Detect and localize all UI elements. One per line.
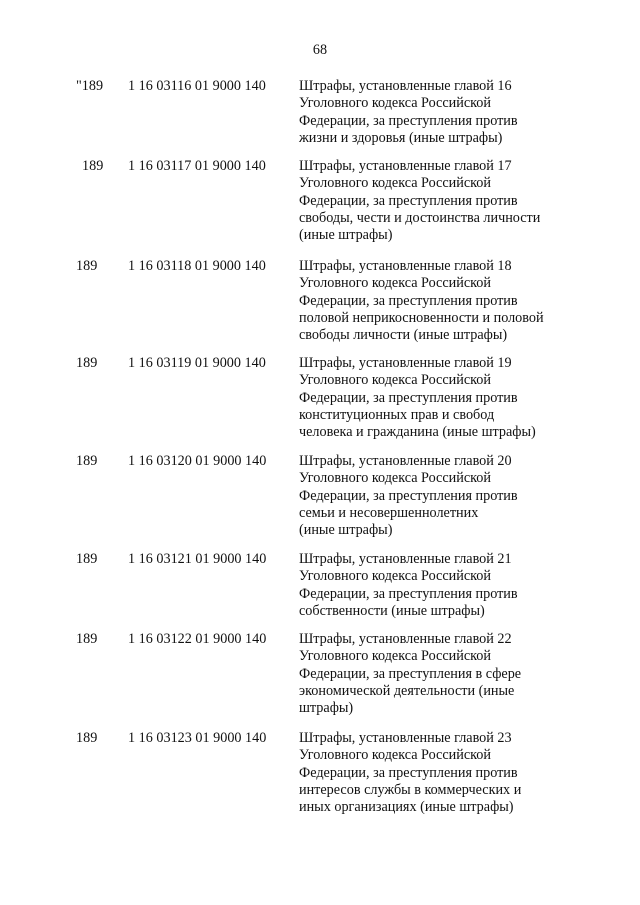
description-line: Федерации, за преступления против <box>299 764 518 781</box>
description-line: Уголовного кодекса Российской <box>299 648 491 665</box>
admin-code: 189 <box>76 453 98 469</box>
description-line: Уголовного кодекса Российской <box>299 95 491 112</box>
budget-code: 1 16 03117 01 9000 140 <box>128 158 266 174</box>
description-line: собственности (иные штрафы) <box>299 602 485 619</box>
description-line: штрафы) <box>299 700 354 717</box>
budget-code: 1 16 03123 01 9000 140 <box>128 730 267 746</box>
budget-code: 1 16 03116 01 9000 140 <box>128 78 266 94</box>
admin-code: 189 <box>76 631 98 647</box>
description-line: Федерации, за преступления в сфере <box>299 665 522 682</box>
budget-code: 1 16 03121 01 9000 140 <box>128 551 267 567</box>
description-line: Уголовного кодекса Российской <box>299 275 491 292</box>
description <box>299 78 579 147</box>
admin-code: 189 <box>76 258 98 274</box>
budget-code: 1 16 03119 01 9000 140 <box>128 355 266 371</box>
description-line: Уголовного кодекса Российской <box>299 470 491 487</box>
description-line: Уголовного кодекса Российской <box>299 568 491 585</box>
description-line: человека и гражданина (иные штрафы) <box>299 424 536 441</box>
description-line: иных организациях (иные штрафы) <box>299 799 514 816</box>
description-line: жизни и здоровья (иные штрафы) <box>299 129 503 146</box>
admin-code: 189 <box>76 730 98 746</box>
page-number: 68 <box>312 42 328 58</box>
description-line: Штрафы, установленные главой 20 <box>299 453 512 469</box>
description-line: свободы, чести и достоинства личности <box>299 209 541 226</box>
description-line: Штрафы, установленные главой 22 <box>299 631 512 647</box>
description <box>299 551 579 620</box>
description-line: Федерации, за преступления против <box>299 389 518 406</box>
budget-code: 1 16 03122 01 9000 140 <box>128 631 267 647</box>
description <box>299 730 579 816</box>
description-line: Штрафы, установленные главой 18 <box>299 258 512 274</box>
description-line: (иные штрафы) <box>299 522 393 539</box>
description-line: Уголовного кодекса Российской <box>299 372 491 389</box>
description-line: свободы личности (иные штрафы) <box>299 327 508 344</box>
description-line: экономической деятельности (иные <box>299 682 515 699</box>
description-line: Штрафы, установленные главой 23 <box>299 730 512 746</box>
description-line: половой неприкосновенности и половой <box>299 309 544 326</box>
description-line: Федерации, за преступления против <box>299 585 518 602</box>
budget-code: 1 16 03118 01 9000 140 <box>128 258 266 274</box>
description-line: конституционных прав и свобод <box>299 406 495 423</box>
description-line: семьи и несовершеннолетних <box>299 504 479 521</box>
description <box>299 258 579 344</box>
description <box>299 631 579 717</box>
admin-code: 189 <box>76 355 98 371</box>
description <box>299 158 579 244</box>
description-line: Федерации, за преступления против <box>299 487 518 504</box>
description <box>299 355 579 441</box>
description-line: Штрафы, установленные главой 19 <box>299 355 512 371</box>
admin-code: "189 <box>76 78 104 94</box>
budget-code: 1 16 03120 01 9000 140 <box>128 453 267 469</box>
description-line: Уголовного кодекса Российской <box>299 747 491 764</box>
description <box>299 453 579 539</box>
description-line: Федерации, за преступления против <box>299 112 518 129</box>
description-line: Штрафы, установленные главой 21 <box>299 551 512 567</box>
admin-code: 189 <box>76 551 98 567</box>
description-line: Федерации, за преступления против <box>299 192 518 209</box>
description-line: (иные штрафы) <box>299 227 393 244</box>
admin-code: 189 <box>82 158 104 174</box>
description-line: Штрафы, установленные главой 17 <box>299 158 512 174</box>
description-line: Штрафы, установленные главой 16 <box>299 78 512 94</box>
description-line: Федерации, за преступления против <box>299 292 518 309</box>
description-line: интересов службы в коммерческих и <box>299 781 522 798</box>
description-line: Уголовного кодекса Российской <box>299 175 491 192</box>
